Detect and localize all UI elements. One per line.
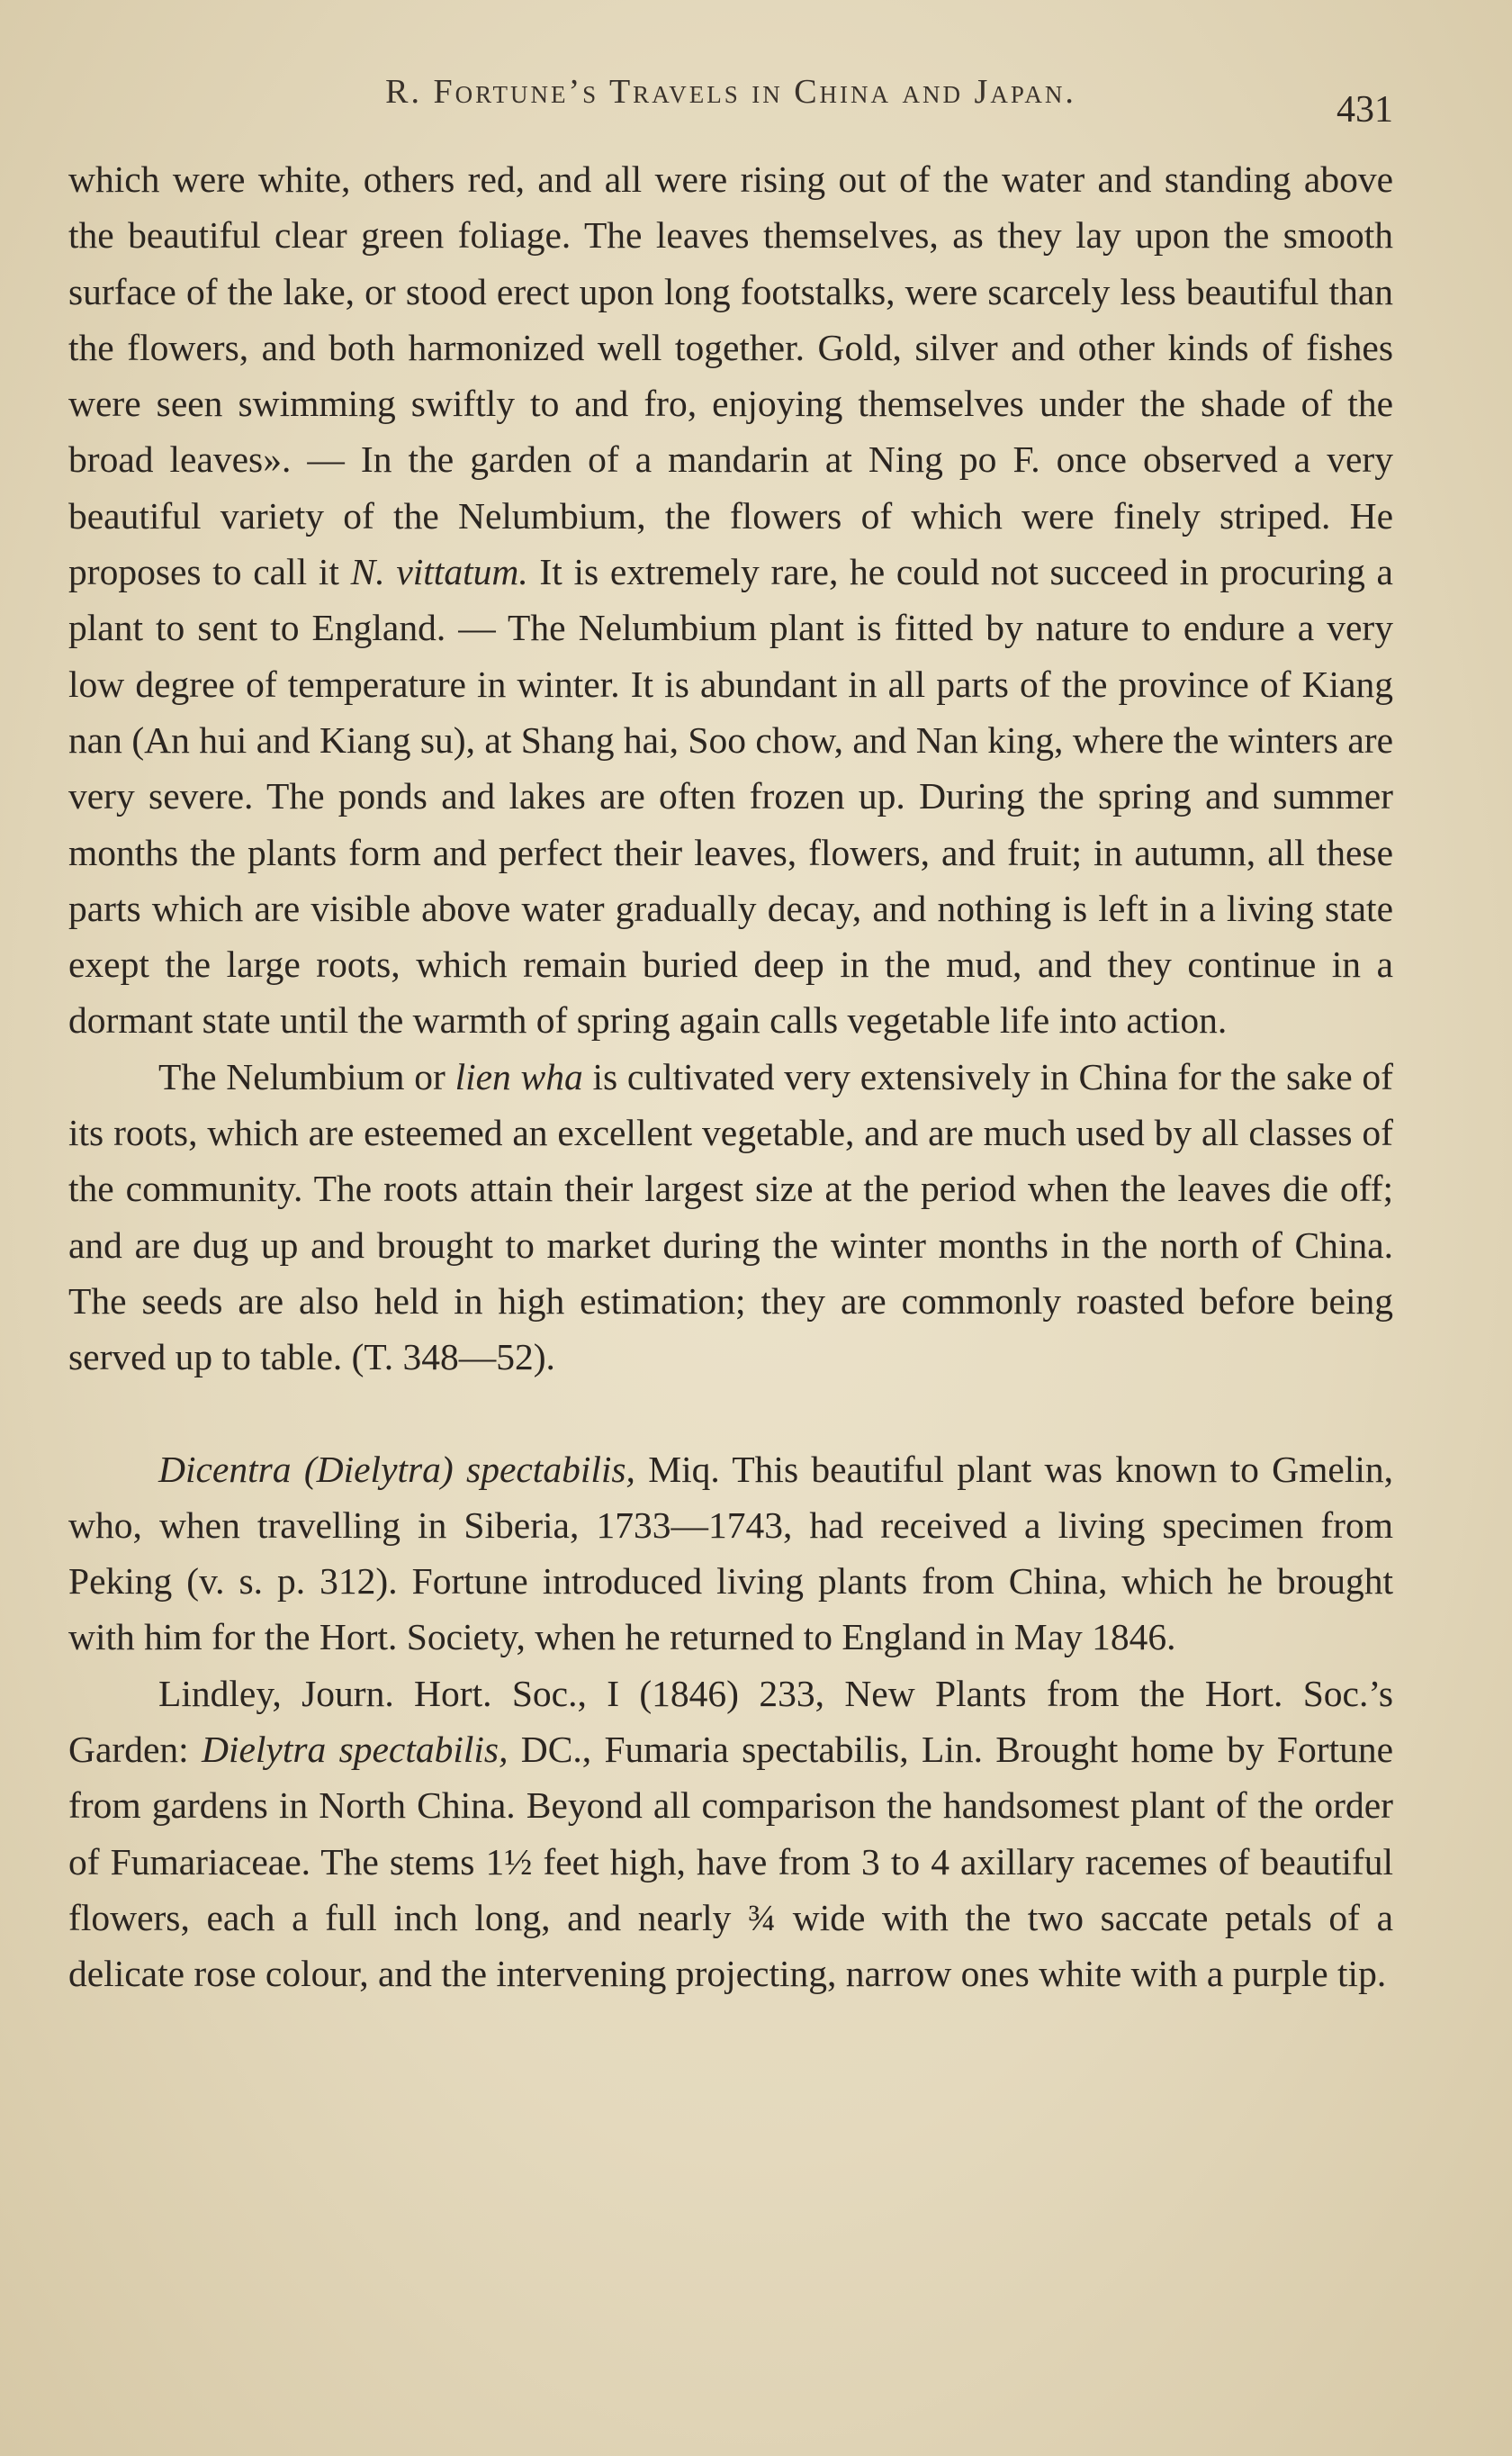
fraction-stem-height: 1½ bbox=[485, 1840, 533, 1883]
paragraph-text: Miq. This beautiful plant was known to Gmelin, who, when travelling in Siberia, 1733—1743, had received a living specimen from Peking (v. s. p. 312). Fortune introduced living plants from China, which he brought with him for the Hort. Society, when he returned to England in May 1846. bbox=[68, 1448, 1393, 1658]
paragraph-text: It is extremely rare, he could not succeed in procuring a plant to sent to England. — The Nelumbium plant is fitted by nature to endure a very low degree of temperature in winter. It is abundant in all parts of the province of Kiang nan (An hui and Kiang su), at Shang hai, Soo chow, and Nan king, where the winters are very severe. The ponds and lakes are often frozen up. During the spring and summer months the plants form and perfect their leaves, flowers, and fruit; in autumn, all these parts which are visible above water gradually decay, and nothing is left in a living state exept the large roots, which remain buried deep in the mud, and they continue in a dormant state until the warmth of spring again calls vegetable life into action. bbox=[68, 551, 1393, 1042]
paragraph-text: The Nelumbium or bbox=[158, 1055, 455, 1097]
section-gap bbox=[68, 1386, 1393, 1441]
running-head bbox=[68, 72, 1393, 135]
paragraph-dicentra bbox=[68, 1441, 1393, 1666]
page-number: 431 bbox=[1336, 89, 1393, 131]
italic-species-name: Dielytra spectabilis, bbox=[201, 1729, 508, 1771]
paragraph-text: feet high, have from 3 to 4 axillary racemes of beautiful flowers, each a full inch long, and nearly bbox=[68, 1840, 1393, 1938]
paragraph-text: Lindley, Journ. Hort. Soc., I (1846) 233, New Plants from the Hort. Soc.’s Garden: bbox=[68, 1672, 1393, 1771]
paragraph-text: is cultivated very extensively in China for the sake of its roots, which are esteemed an excellent vegetable, and are much used by all classes of the community. The roots attain their largest size at the period when the leaves die off; and are dug up and brought to market during the winter months in the north of China. The seeds are also held in high estimation; they are commonly roasted before being served up to table. (T. 348—52). bbox=[68, 1055, 1393, 1378]
paragraph-text: wide with the two saccate petals of a delicate rose colour, and the intervening projecting, narrow ones white with a purple tip. bbox=[68, 1896, 1394, 1995]
italic-species-heading: Dicentra (Dielytra) spectabilis, bbox=[158, 1448, 635, 1490]
italic-chinese-name: lien wha bbox=[454, 1055, 583, 1097]
running-title: R. Fortune’s Travels in China and Japan. bbox=[385, 73, 1076, 111]
fraction-width: ¾ bbox=[748, 1896, 777, 1938]
paragraph-text: DC., Fumaria spectabilis, Lin. Brought home by Fortune from gardens in North China. Beyond all comparison the handsomest plant of the order of Fumariaceae. The stems bbox=[68, 1729, 1393, 1883]
paragraph-lindley-reference bbox=[68, 1666, 1393, 2002]
paragraph-nelumbium-description bbox=[68, 151, 1393, 1049]
italic-species-name: N. vittatum. bbox=[350, 551, 528, 593]
paragraph-lien-wha bbox=[68, 1049, 1393, 1386]
paragraph-text: which were white, others red, and all were rising out of the water and standing above the beautiful clear green foliage. The leaves themselves, as they lay upon the smooth surface of the lake, or stood erect upon long footstalks, were scarcely less beautiful than the flowers, and both harmonized well together. Gold, silver and other kinds of fishes were seen swimming swiftly to and fro, enjoying themselves under the shade of the broad leaves». — In the garden of a mandarin at Ning po F. once observed a very beautiful variety of the Nelumbium, the flowers of which were finely striped. He proposes to call it bbox=[68, 158, 1393, 593]
body-text bbox=[68, 151, 1393, 2002]
